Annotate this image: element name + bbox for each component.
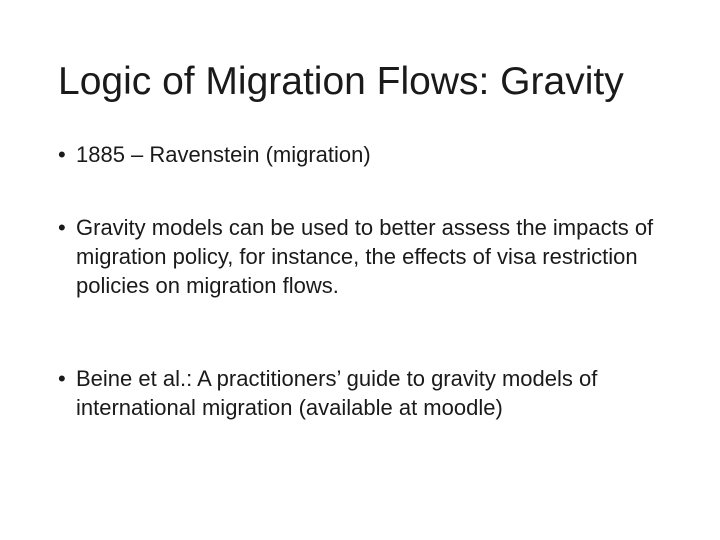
bullet-list [58,140,668,422]
bullet-item-ravenstein [58,140,668,169]
bullet-item-gravity-models [58,213,668,300]
bullet-point-icon: • [58,142,66,167]
bullet-text: Beine et al.: A practitioners’ guide to gravity models of international migration (available at moodle) [76,366,598,420]
slide-title: Logic of Migration Flows: Gravity [58,60,624,103]
bullet-text: 1885 – Ravenstein (migration) [76,142,371,167]
bullet-point-icon: • [58,215,66,240]
bullet-text: Gravity models can be used to better assess the impacts of migration policy, for instance, the effects of visa restriction policies on migration flows. [76,215,654,298]
bullet-point-icon: • [58,366,66,391]
bullet-item-beine-guide [58,364,668,422]
